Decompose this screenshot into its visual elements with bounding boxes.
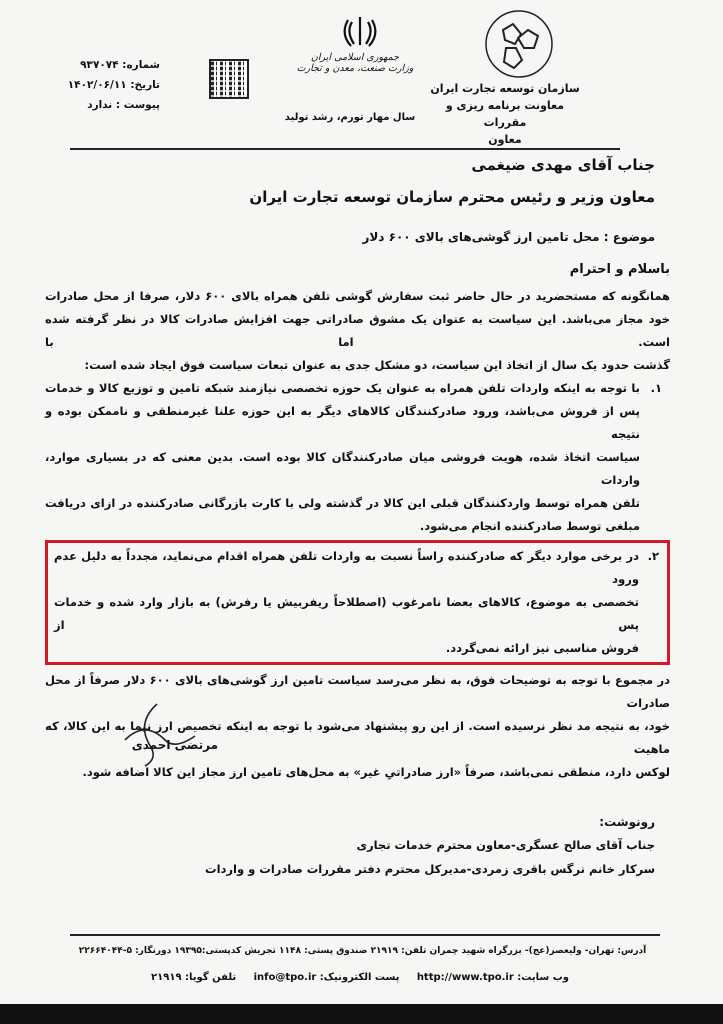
- org-position: معاون: [488, 133, 522, 146]
- item-1: [45, 377, 670, 538]
- intro-paragraph: [45, 285, 670, 377]
- conclusion-line: در مجموع با توجه به توضیحات فوق، به نظر می‌رسد سیاست تامین ارز گوشی‌های بالای ۶۰۰ دلار صرفاً از محل صادرات: [45, 673, 671, 710]
- conclusion-line: لوکس دارد، منطقی نمی‌باشد، صرفاً «ارز صادراتیِ غیر» به محل‌های تامین ارز مجاز این کالا اضافه شود.: [82, 765, 670, 779]
- footer-address: آدرس: تهران- ولیعصر(عج)- بزرگراه شهید چمران تلفن: ۲۱۹۱۹ صندوق پستی: ۱۱۴۸ تجریش کدپستی:۱۹۳۹۵ دورنگار: ۵-۲۲۶۶۴۰۴۴: [78, 946, 647, 956]
- cc-recipient: جناب آقای صالح عسگری-معاون محترم خدمات تجاری: [356, 838, 655, 852]
- highlight-box: [45, 540, 670, 665]
- letter-attachment: پیوست : ندارد: [87, 99, 160, 111]
- email-link[interactable]: info@tpo.ir: [253, 972, 317, 983]
- cc-recipient: سرکار خانم نرگس باقری زمردی-مدیرکل محترم دفتر مقررات صادرات و واردات: [205, 862, 655, 876]
- item1-line: پس از فروش می‌باشد، ورود صادرکنندگان کالاهای دیگر به این حوزه علنا غیرمنطقی و ناممکن بوده و نتیجه: [45, 404, 640, 441]
- salutation: باسلام و احترام: [569, 262, 670, 277]
- item1-line: سیاست اتخاذ شده، هویت فروشی میان صادرکنندگان کالا بوده است. بدین معنی که در بسیاری موارد، واردات: [45, 450, 640, 487]
- handwritten-signature: [95, 700, 215, 770]
- item2-line: در برخی موارد دیگر که صادرکننده راساً نسبت به واردات تلفن همراه اقدام می‌نماید، مجدداً به دلیل عدم ورود: [54, 549, 639, 586]
- iran-emblem-icon: [343, 14, 377, 50]
- letter-number: شماره: ۹۳۷۰۷۴: [80, 59, 160, 71]
- website-link[interactable]: http://www.tpo.ir: [416, 972, 514, 983]
- addressee-name: جناب آقای مهدی ضیغمی: [471, 156, 655, 174]
- item1-line: تلفن همراه توسط واردکنندگان قبلی این کالا در گذشته ولی با کارت بازرگانی صادرکننده در ازای دریافت: [45, 496, 640, 510]
- header-divider: [70, 148, 620, 150]
- item2-line: تخصصی به موضوع، کالاهای بعضا نامرغوب (اصطلاحاً ریفربیش یا رفرش) به بازار وارد شده و خدمات پس از: [54, 595, 639, 632]
- letter-date: تاریخ: ۱۴۰۲/۰۶/۱۱: [67, 79, 160, 91]
- emblem-country: جمهوری اسلامی ایران: [310, 52, 400, 63]
- item1-line: مبلغی توسط صادرکننده انجام می‌شود.: [419, 519, 640, 533]
- footer-contacts: وب سایت: http://www.tpo.ir پست الکترونیک: info@tpo.ir تلفن گویا: ۲۱۹۱۹: [151, 972, 569, 983]
- signer-name: مرتضی احمدی: [131, 738, 218, 752]
- tpo-logo: [478, 8, 560, 80]
- org-name: سازمان توسعه تجارت ایران: [430, 82, 580, 95]
- item-number: ۱.: [650, 381, 662, 395]
- emblem-ministry: وزارت صنعت، معدن و تجارت: [296, 63, 414, 74]
- subject-line: موضوع : محل تامین ارز گوشی‌های بالای ۶۰۰ دلار: [362, 230, 655, 244]
- addressee-title: معاون وزیر و رئیس محترم سازمان توسعه تجارت ایران: [249, 188, 655, 206]
- intro-line: همانگونه که مستحضرید در حال حاضر ثبت سفارش گوشی تلفن همراه بالای ۶۰۰ دلار، صرفا از محل صادرات: [45, 289, 670, 303]
- cc-label: رونوشت:: [599, 815, 655, 829]
- intro-line: خود مجاز می‌باشد. این سیاست به عنوان یک مشوق صادراتی جهت افزایش صادرات کالا در نظر گرفته شده است. اما با: [45, 312, 670, 349]
- item1-line: با توجه به اینکه واردات تلفن همراه به عنوان یک حوزه تخصصی نیازمند شبکه تامین و توزیع کالا و خدمات: [45, 381, 640, 395]
- item2-line: فروش مناسبی نیز ارائه نمی‌گردد.: [445, 641, 639, 655]
- year-motto: سال مهار تورم، رشد تولید: [284, 112, 416, 123]
- intro-line: گذشت حدود یک سال از اتخاذ این سیاست، دو مشکل جدی به عنوان تبعات سیاست فوق ایجاد شده است:: [84, 358, 670, 372]
- footer-divider: [70, 934, 660, 936]
- item-number: ۲.: [647, 549, 659, 563]
- org-department: معاونت برنامه ریزی و مقررات: [445, 99, 565, 129]
- qr-code: [209, 59, 249, 99]
- scan-edge: [0, 1004, 723, 1024]
- conclusion-line: خود، به نتیجه مد نظر نرسیده است. از این رو پیشنهاد می‌شود با توجه به اینکه تخصیص ارز نیما به این کالا، که ماهیت: [45, 719, 670, 756]
